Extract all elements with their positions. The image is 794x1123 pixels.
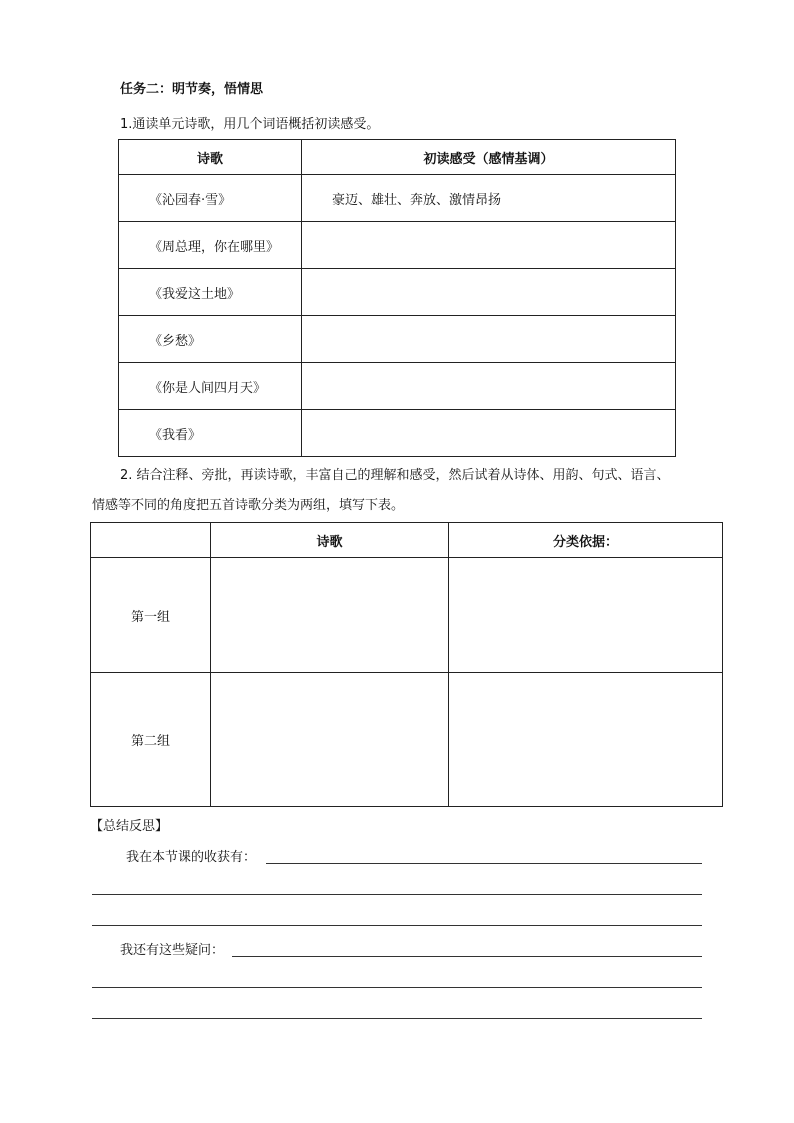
- gain-answer-line-3[interactable]: [92, 925, 702, 926]
- summary-title: 【总结反思】: [90, 819, 169, 834]
- group-basis-cell[interactable]: [449, 558, 723, 673]
- question-1: 1.通读单元诗歌，用几个词语概括初读感受。: [120, 117, 380, 132]
- group-basis-cell[interactable]: [449, 673, 723, 807]
- poem-cell: 《你是人间四月天》: [119, 363, 302, 410]
- table-row: [91, 558, 723, 673]
- feeling-cell[interactable]: [302, 269, 676, 316]
- group-label: 第一组: [91, 558, 211, 673]
- group-poems-cell[interactable]: [211, 673, 449, 807]
- feeling-cell[interactable]: [302, 410, 676, 457]
- header-feeling: 初读感受（感情基调）: [302, 140, 676, 175]
- group-label: 第二组: [91, 673, 211, 807]
- feeling-cell[interactable]: 豪迈、雄壮、奔放、激情昂扬: [302, 175, 676, 222]
- feeling-cell[interactable]: [302, 222, 676, 269]
- table-row: [91, 673, 723, 807]
- classification-table: [90, 522, 723, 807]
- header-group: [91, 523, 211, 558]
- group-poems-cell[interactable]: [211, 558, 449, 673]
- gain-answer-line-1[interactable]: [266, 863, 702, 864]
- table-header-row: [119, 140, 676, 175]
- header-poems: 诗歌: [211, 523, 449, 558]
- doubt-answer-line-2[interactable]: [92, 987, 702, 988]
- poem-cell: 《我爱这土地》: [119, 269, 302, 316]
- poem-cell: 《周总理，你在哪里》: [119, 222, 302, 269]
- table-header-row: [91, 523, 723, 558]
- initial-feeling-table: [118, 139, 676, 457]
- poem-cell: 《乡愁》: [119, 316, 302, 363]
- table-row: [119, 222, 676, 269]
- header-basis: 分类依据：: [449, 523, 723, 558]
- doubt-label: 我还有这些疑问：: [120, 943, 225, 958]
- doubt-answer-line-3[interactable]: [92, 1018, 702, 1019]
- feeling-cell[interactable]: [302, 363, 676, 410]
- poem-cell: 《我看》: [119, 410, 302, 457]
- table-row: [119, 269, 676, 316]
- table-row: [119, 410, 676, 457]
- question-2-line-1: 2. 结合注释、旁批，再读诗歌，丰富自己的理解和感受，然后试着从诗体、用韵、句式、语言、: [120, 468, 670, 483]
- gain-label: 我在本节课的收获有：: [126, 850, 257, 865]
- table-row: [119, 175, 676, 222]
- poem-cell: 《沁园春·雪》: [119, 175, 302, 222]
- gain-answer-line-2[interactable]: [92, 894, 702, 895]
- feeling-cell[interactable]: [302, 316, 676, 363]
- header-poem: 诗歌: [119, 140, 302, 175]
- task-title: 任务二：明节奏，悟情思: [120, 82, 264, 97]
- doubt-answer-line-1[interactable]: [232, 956, 702, 957]
- table-row: [119, 316, 676, 363]
- question-2-line-2: 情感等不同的角度把五首诗歌分类为两组，填写下表。: [92, 498, 405, 513]
- table-row: [119, 363, 676, 410]
